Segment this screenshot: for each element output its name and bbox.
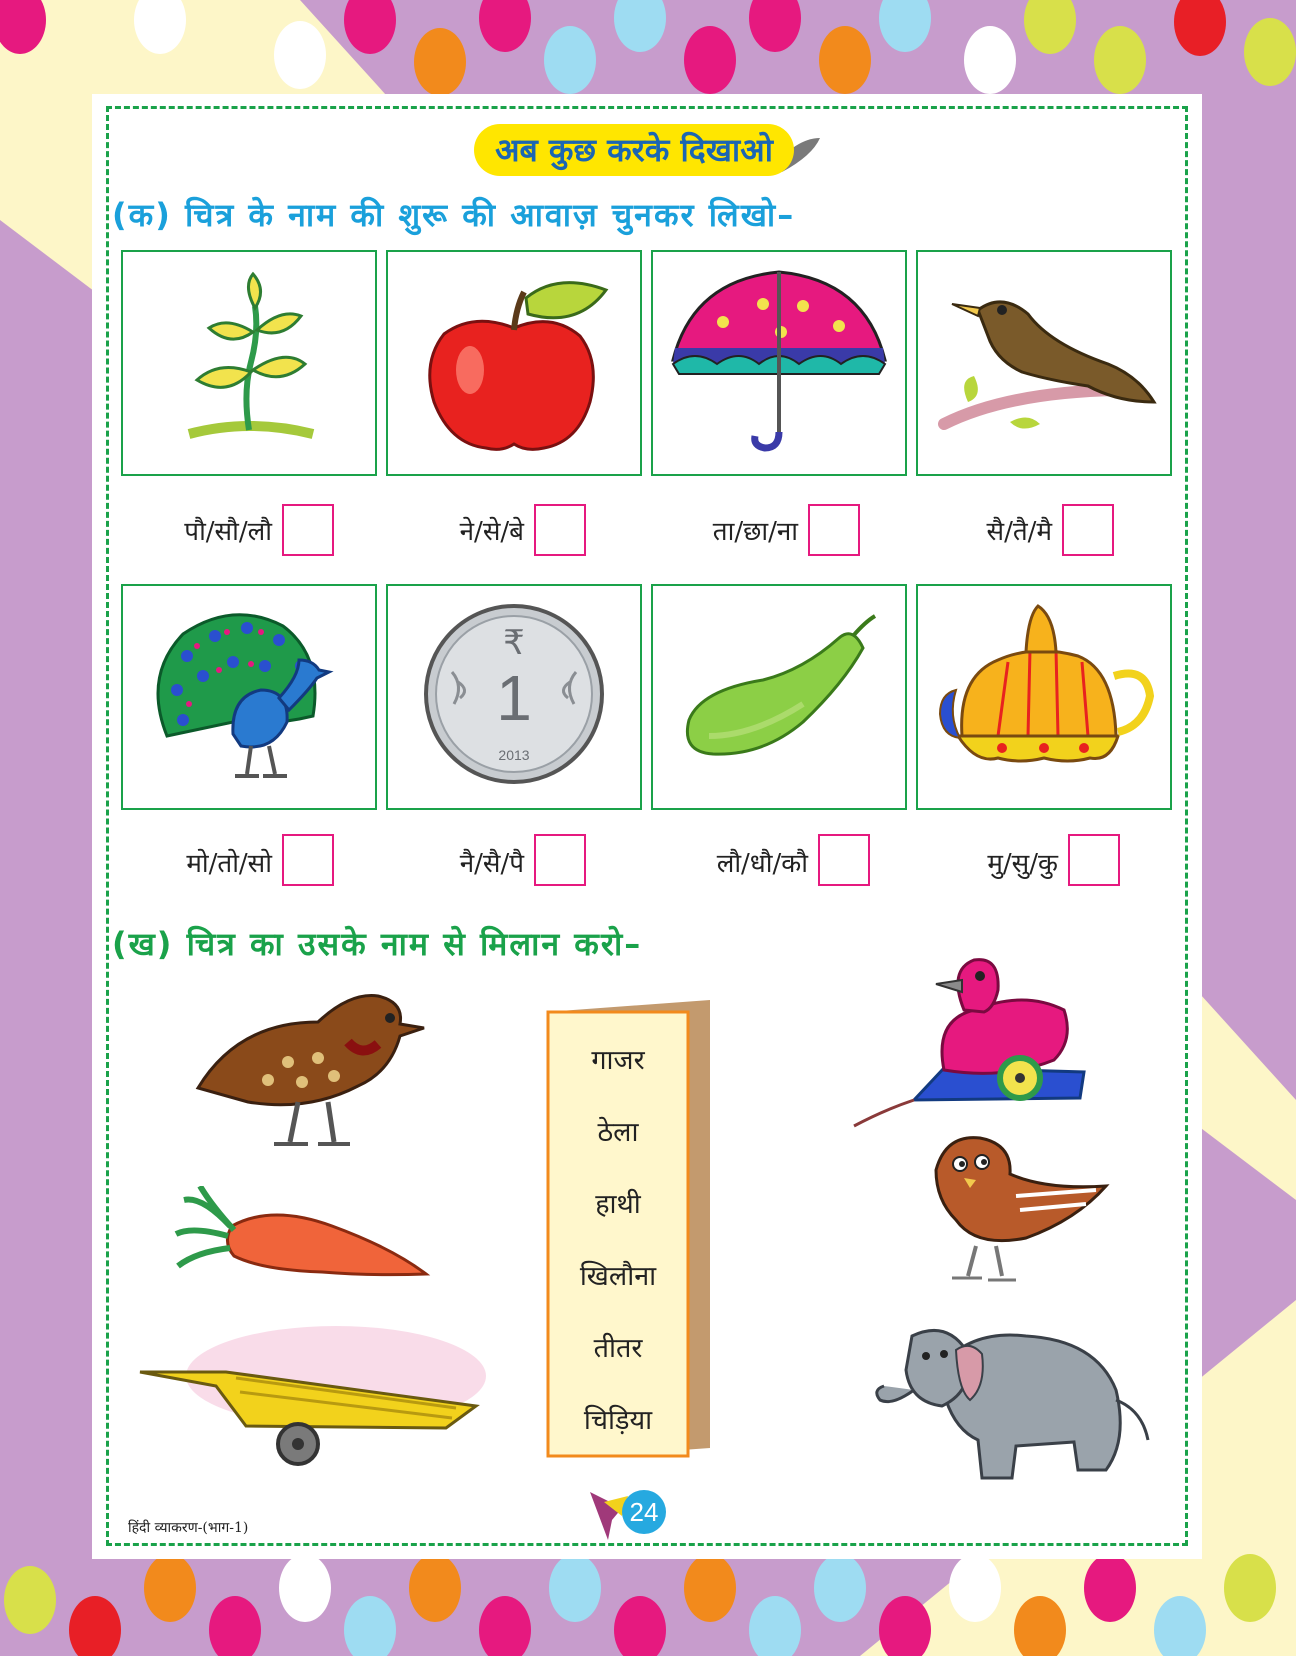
picture-card-bird	[916, 250, 1172, 476]
carrot-icon[interactable]	[172, 1186, 432, 1296]
sparrow-icon[interactable]	[916, 1130, 1116, 1300]
coin-rupee-symbol: ₹	[503, 623, 525, 663]
answer-box-umbrella[interactable]	[808, 504, 860, 556]
answer-box-bird[interactable]	[1062, 504, 1114, 556]
coin-value: 1	[496, 662, 532, 734]
toy-duck-icon[interactable]	[844, 950, 1094, 1140]
picture-card-coin	[386, 584, 642, 810]
peacock-icon	[123, 586, 375, 808]
word-item: चिड़िया	[583, 1405, 653, 1436]
page-number-badge	[582, 1482, 672, 1542]
answer-box-gourd[interactable]	[818, 834, 870, 886]
picture-card-gourd	[651, 584, 907, 810]
options-umbrella: ता/छा/ना	[712, 517, 798, 547]
word-item: गाजर	[591, 1045, 645, 1076]
picture-card-crown	[916, 584, 1172, 810]
picture-card-plant	[121, 250, 377, 476]
title-banner	[466, 120, 826, 180]
partridge-icon[interactable]	[178, 962, 438, 1162]
section-a-heading: (क) चित्र के नाम की शुरू की आवाज़ चुनकर लिखो–	[112, 196, 796, 234]
section-b-heading: (ख) चित्र का उसके नाम से मिलान करो–	[112, 925, 643, 963]
options-gourd: लौ/धौ/कौ	[716, 849, 808, 879]
word-item: हाथी	[595, 1189, 641, 1220]
word-item: तीतर	[593, 1333, 643, 1364]
answer-box-peacock[interactable]	[282, 834, 334, 886]
answer-box-plant[interactable]	[282, 504, 334, 556]
elephant-icon[interactable]	[866, 1310, 1166, 1500]
umbrella-icon	[653, 252, 905, 474]
cart-icon[interactable]	[136, 1316, 496, 1466]
options-bird: सै/तै/मै	[986, 517, 1052, 547]
book-title-footer: हिंदी व्याकरण-(भाग-1)	[128, 1520, 249, 1536]
picture-card-umbrella	[651, 250, 907, 476]
word-item: खिलौना	[579, 1261, 657, 1292]
answer-box-crown[interactable]	[1068, 834, 1120, 886]
plant-icon	[123, 252, 375, 474]
picture-card-peacock	[121, 584, 377, 810]
answer-box-apple[interactable]	[534, 504, 586, 556]
word-item: ठेला	[597, 1117, 639, 1148]
coin-year: 2013	[498, 747, 530, 763]
answer-box-coin[interactable]	[534, 834, 586, 886]
page-title: अब कुछ करके दिखाओ	[495, 131, 773, 169]
options-crown: मु/सु/कु	[987, 849, 1058, 879]
apple-icon	[388, 252, 640, 474]
options-apple: ने/से/बे	[459, 517, 524, 547]
bird-icon	[918, 252, 1170, 474]
options-coin: नै/सै/पै	[459, 849, 524, 879]
picture-card-apple	[386, 250, 642, 476]
options-peacock: मो/तो/सो	[186, 849, 272, 879]
page-number: 24	[622, 1490, 666, 1534]
options-plant: पौ/सौ/लौ	[184, 517, 272, 547]
bottle-gourd-icon	[653, 586, 905, 808]
crown-icon	[918, 586, 1170, 808]
coin-icon	[388, 586, 640, 808]
